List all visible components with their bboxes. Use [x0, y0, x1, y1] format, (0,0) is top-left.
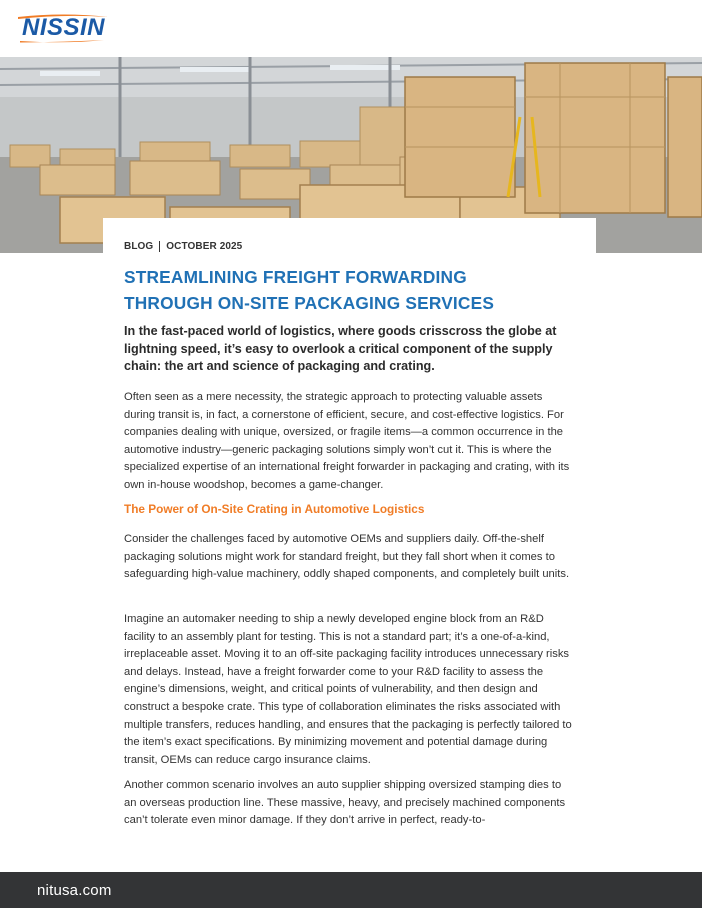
body-paragraph-3: Imagine an automaker needing to ship a newly developed engine block from an R&D facility to an assembly plant for testing. This is not a standard part; it’s a one-of-a-kind, irreplaceable asset. Moving it to an off-site packaging facility introduces unnecessary risks and delays. Instead, have a freight forwarder come to your R&D facility to assess the engine’s dimensions, weight, and critical points of vulnerability, and then design and construct a bespoke crate. This type of collaboration eliminates the risks associated with multiple transfers, reduces handling, and ensures that the packaging is perfectly tailored to the item’s exact specifications. By minimizing movement and potential damage during transit, OEMs can reduce cargo insurance claims. [124, 613, 572, 766]
footer-website-link[interactable]: nitusa.com [37, 882, 112, 899]
meta-divider [159, 241, 160, 252]
title-line-1: STREAMLINING FREIGHT FORWARDING [124, 267, 467, 287]
category-label[interactable]: BLOG [124, 240, 154, 252]
logo-text: NISSIN [22, 14, 106, 41]
body-paragraph-4: Another common scenario involves an auto supplier shipping oversized stamping dies to an overseas production line. These massive, heavy, and precisely machined components can’t tolerate even minor damage. If they don’t arrive in perfect, ready-to- [124, 779, 566, 827]
header [0, 0, 702, 57]
lead-paragraph: In the fast-paced world of logistics, where goods crisscross the globe at lightning speed, it’s easy to overlook a critical component of the supply chain: the art and science of packaging and crating. [124, 324, 557, 374]
section-heading: The Power of On-Site Crating in Automotive Logistics [124, 502, 425, 516]
publish-date: OCTOBER 2025 [166, 240, 243, 252]
body-paragraph-2: Consider the challenges faced by automotive OEMs and suppliers daily. Off-the-shelf packaging solutions might work for standard freight, but they fall short when it comes to safeguarding high-value machinery, oddly shaped components, and completely built units. [124, 533, 570, 581]
article-meta [124, 239, 242, 253]
nissin-logo[interactable] [16, 13, 110, 45]
body-paragraph-1: Often seen as a mere necessity, the strategic approach to protecting valuable assets during transit is, in fact, a cornerstone of efficient, secure, and cost-effective logistics. For companies dealing with unique, oversized, or fragile items—a common occurrence in the automotive industry—generic packaging solutions simply won’t cut it. This is where the specialized expertise of an international freight forwarder in packaging and crating, with its own in-house woodshop, becomes a game-changer. [124, 391, 570, 491]
page-title [124, 264, 584, 316]
footer-bar [0, 872, 702, 908]
title-line-2: THROUGH ON-SITE PACKAGING SERVICES [124, 293, 495, 313]
